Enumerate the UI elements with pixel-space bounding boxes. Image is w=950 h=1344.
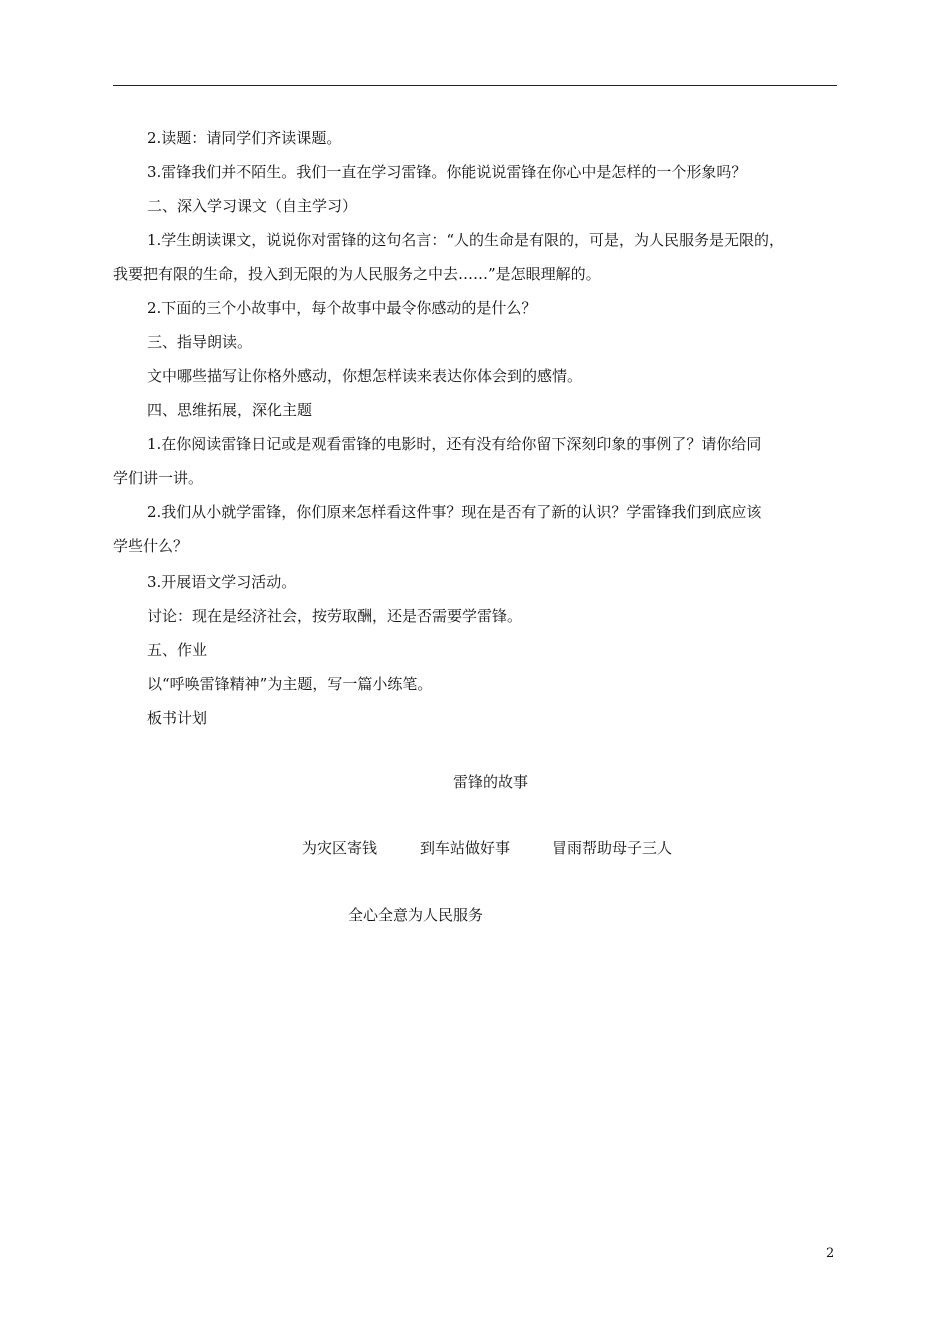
step-learn-line1: 2.我们从小就学雷锋，你们原来怎样看这件事？现在是否有了新的认识？学雷锋我们到底应该 [147, 503, 762, 521]
section-heading-2: 二、深入学习课文（自主学习） [147, 197, 358, 215]
header-rule [113, 85, 837, 86]
step-learn-line2: 学些什么？ [113, 537, 189, 555]
board-plan-label: 板书计划 [147, 709, 208, 727]
step-discussion: 讨论：现在是经济社会，按劳取酬，还是否需要学雷锋。 [147, 607, 523, 625]
homework: 以“呼唤雷锋精神”为主题，写一篇小练笔。 [147, 675, 433, 693]
board-summary: 全心全意为人民服务 [348, 906, 484, 924]
step-activity: 3.开展语文学习活动。 [147, 573, 297, 591]
step-three-stories: 2.下面的三个小故事中，每个故事中最令你感动的是什么？ [147, 299, 537, 317]
board-story-3: 冒雨帮助母子三人 [552, 839, 673, 857]
board-story-1: 为灾区寄钱 [302, 839, 378, 857]
section-heading-3: 三、指导朗读。 [147, 333, 253, 351]
step-diary-line1: 1.在你阅读雷锋日记或是观看雷锋的电影时，还有没有给你留下深刻印象的事例了？请你给同 [147, 435, 762, 453]
step-diary-line2: 学们讲一讲。 [113, 469, 204, 487]
board-story-2: 到车站做好事 [420, 839, 511, 857]
step-read-title: 2.读题：请同学们齐读课题。 [147, 129, 342, 147]
step-leifeng-image: 3.雷锋我们并不陌生。我们一直在学习雷锋。你能说说雷锋在你心中是怎样的一个形象吗？ [147, 163, 747, 181]
step-quote-line2: 我要把有限的生命，投入到无限的为人民服务之中去……”是怎眼理解的。 [113, 265, 601, 283]
step-quote-line1: 1.学生朗读课文，说说你对雷锋的这句名言：“人的生命是有限的，可是，为人民服务是无限的， [147, 231, 784, 249]
section-heading-4: 四、思维拓展，深化主题 [147, 401, 313, 419]
page-number: 2 [826, 1246, 835, 1261]
board-title: 雷锋的故事 [453, 773, 529, 791]
step-reading-feeling: 文中哪些描写让你格外感动，你想怎样读来表达你体会到的感情。 [147, 367, 583, 385]
section-heading-5: 五、作业 [147, 641, 208, 659]
